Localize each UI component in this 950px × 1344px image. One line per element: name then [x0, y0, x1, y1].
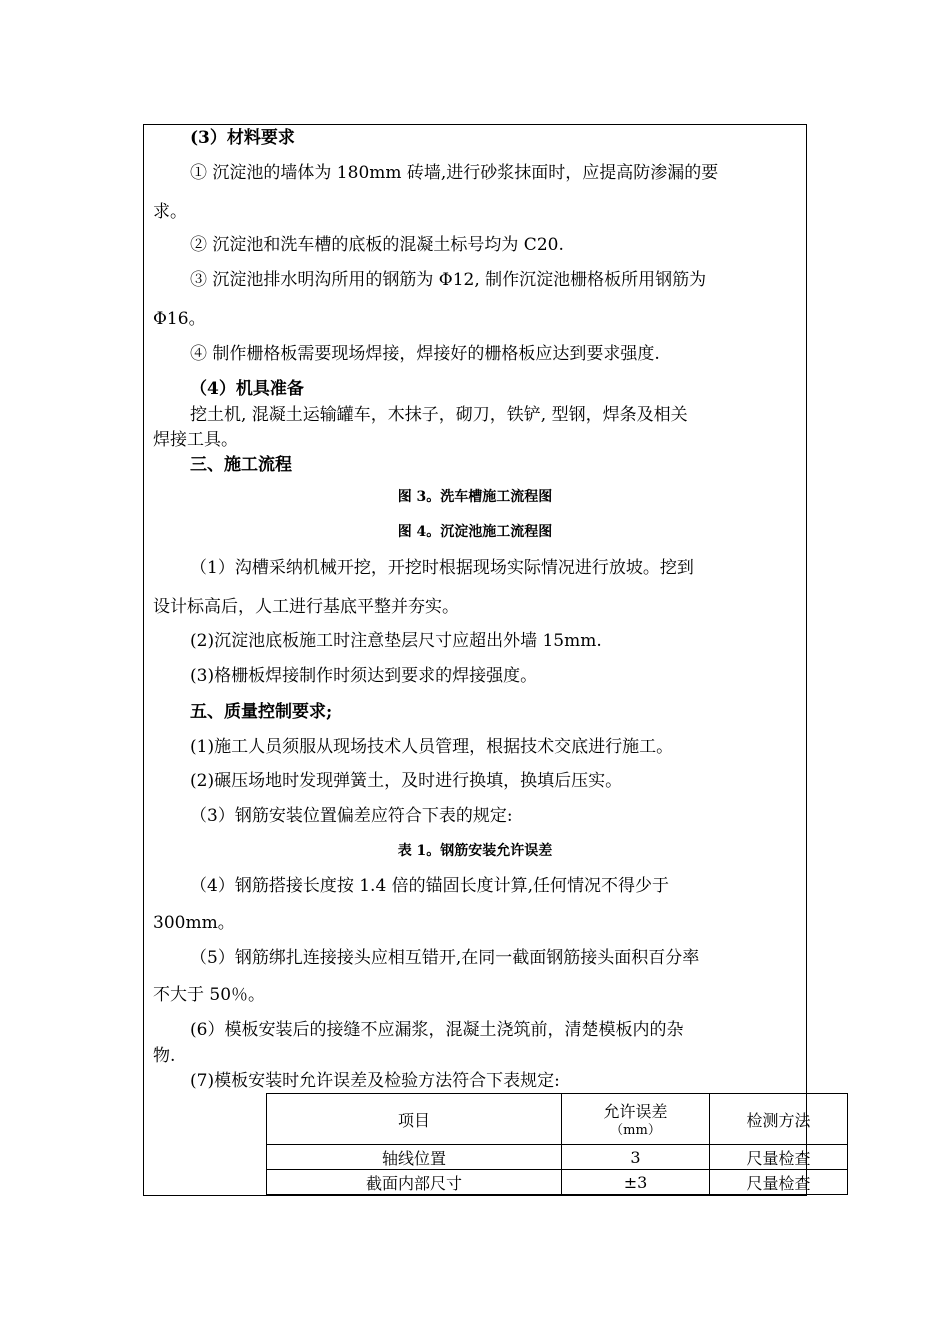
table-cell-method: 尺量检查	[710, 1170, 848, 1195]
equipment-text: 挖土机, 混凝土运输罐车，木抹子，砌刀，铁铲, 型钢，焊条及相关	[190, 405, 688, 425]
figure-3-caption: 图 3。洗车槽施工流程图	[397, 489, 553, 505]
material-item-3-cont: Φ16。	[153, 309, 206, 329]
table-cell-item: 轴线位置	[267, 1145, 562, 1170]
quality-item-3: （3）钢筋安装位置偏差应符合下表的规定:	[190, 806, 513, 826]
quality-item-4: （4）钢筋搭接长度按 1.4 倍的锚固长度计算,任何情况不得少于	[190, 876, 670, 896]
quality-item-1: (1)施工人员须服从现场技术人员管理，根据技术交底进行施工。	[190, 737, 674, 757]
table-cell-item: 截面内部尺寸	[267, 1170, 562, 1195]
table-row	[267, 1170, 848, 1195]
table-1-caption: 表 1。钢筋安装允许误差	[397, 843, 553, 859]
quality-heading: 五、质量控制要求;	[190, 702, 333, 722]
table-cell-tolerance: 3	[562, 1145, 710, 1170]
header-tolerance-label: 允许误差	[603, 1101, 668, 1121]
material-item-1: ① 沉淀池的墙体为 180mm 砖墙,进行砂浆抹面时，应提高防渗漏的要	[190, 163, 719, 183]
flow-step-2: (2)沉淀池底板施工时注意垫层尺寸应超出外墙 15mm.	[190, 631, 602, 651]
header-tolerance-unit: （mm）	[610, 1122, 661, 1138]
flow-heading: 三、施工流程	[190, 455, 292, 475]
material-item-4: ④ 制作栅格板需要现场焊接，焊接好的栅格板应达到要求强度.	[190, 344, 660, 364]
header-tolerance	[562, 1094, 710, 1145]
quality-item-7: (7)模板安装时允许误差及检验方法符合下表规定:	[190, 1071, 560, 1091]
flow-step-1-cont: 设计标高后，人工进行基底平整并夯实。	[153, 597, 459, 617]
quality-item-5-cont: 不大于 50％。	[153, 985, 266, 1005]
figure-4-caption: 图 4。沉淀池施工流程图	[397, 524, 553, 540]
header-item: 项目	[267, 1094, 562, 1145]
section-3-heading: (3）材料要求	[190, 128, 295, 148]
flow-step-1: （1）沟槽采纳机械开挖，开挖时根据现场实际情况进行放坡。挖到	[190, 558, 694, 578]
table-cell-tolerance: ±3	[562, 1170, 710, 1195]
quality-item-6: (6）模板安装后的接缝不应漏浆，混凝土浇筑前，清楚模板内的杂	[190, 1020, 684, 1040]
quality-item-6-cont: 物.	[153, 1046, 176, 1066]
table-cell-method: 尺量检查	[710, 1145, 848, 1170]
material-item-2: ② 沉淀池和洗车槽的底板的混凝土标号均为 C20.	[190, 235, 564, 255]
section-4-heading: （4）机具准备	[190, 379, 304, 399]
quality-item-4-cont: 300mm。	[153, 913, 235, 933]
quality-item-2: (2)碾压场地时发现弹簧土，及时进行换填，换填后压实。	[190, 771, 623, 791]
header-method: 检测方法	[710, 1094, 848, 1145]
table-row	[267, 1145, 848, 1170]
flow-step-3: (3)格栅板焊接制作时须达到要求的焊接强度。	[190, 666, 538, 686]
table-header-row	[267, 1094, 848, 1145]
equipment-text-cont: 焊接工具。	[153, 430, 238, 450]
quality-item-5: （5）钢筋绑扎连接接头应相互错开,在同一截面钢筋接头面积百分率	[190, 948, 700, 968]
material-item-3: ③ 沉淀池排水明沟所用的钢筋为 Φ12, 制作沉淀池栅格板所用钢筋为	[190, 270, 707, 290]
formwork-tolerance-table	[266, 1093, 848, 1195]
material-item-1-cont: 求。	[153, 202, 187, 222]
